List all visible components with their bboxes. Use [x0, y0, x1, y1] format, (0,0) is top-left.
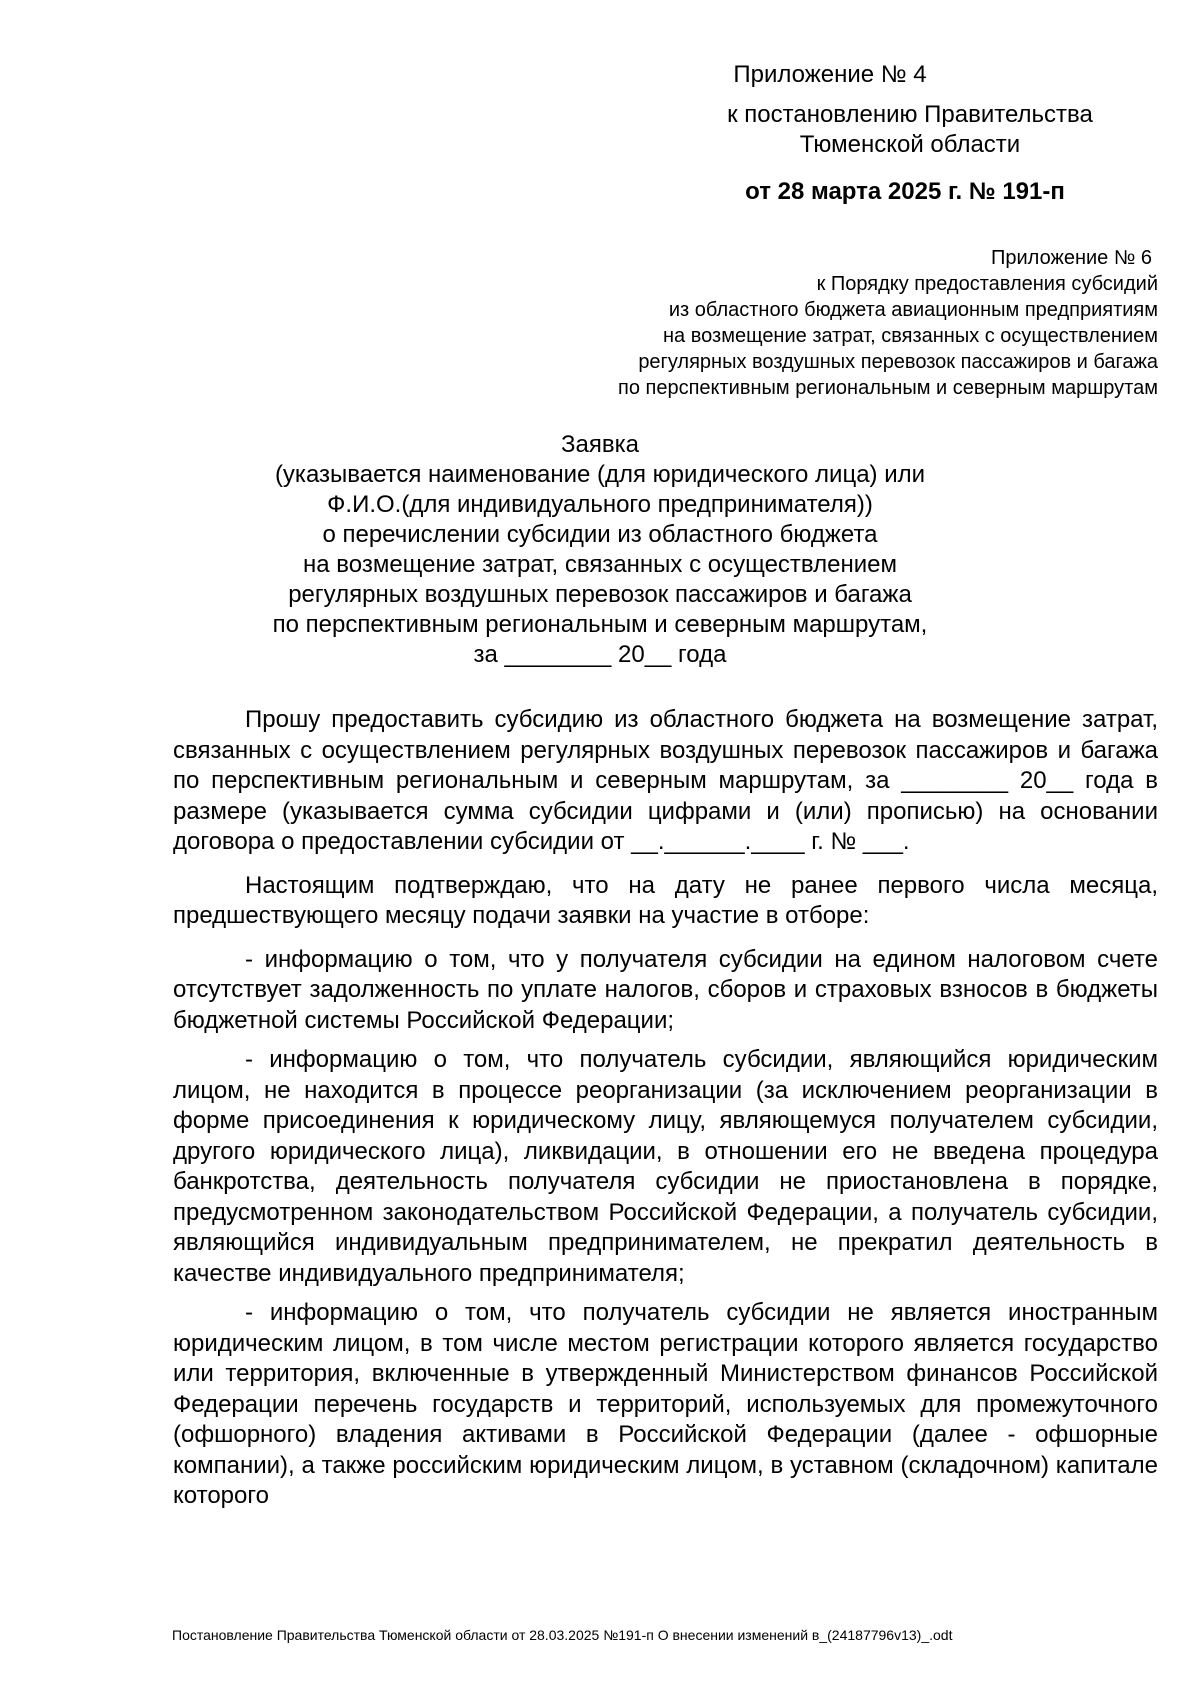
title-line: регулярных воздушных перевозок пассажиров и багажа — [288, 581, 912, 608]
appendix-6-line: Приложение № 6 — [991, 247, 1152, 269]
body-paragraph: Прошу предоставить субсидию из областного бюджета на возмещение затрат, связанных с осуществлением регулярных воздушных перевозок пассажиров и багажа по перспективным региональным и северным маршрутам, за ________ 20__ года в размере (указывается сумма субсидии цифрами и (или) прописью) на основании договора о предоставлении субсидии от __.______.____ г. № ___. — [173, 706, 1158, 855]
title-line: Ф.И.О.(для индивидуального предпринимателя)) — [327, 491, 873, 518]
body-paragraph: - информацию о том, что получатель субсидии, являющийся юридическим лицом, не находится в процессе реорганизации (за исключением реорганизации в форме присоединения к юридическому лицу, являющемуся получателем субсидии, другого юридического лица), ликвидации, в отношении его не введена процедура банкротства, деятельность получателя субсидии не приостановлена в порядке, предусмотренном законодательством Российской Федерации, а получатель субсидии, являющийся индивидуальным предпринимателем, не прекратил деятельность в качестве индивидуального предпринимателя; — [173, 1046, 1158, 1287]
title-line: на возмещение затрат, связанных с осуществлением — [303, 551, 897, 578]
appendix-6-line: из областного бюджета авиационным предприятиям — [668, 299, 1158, 321]
title-line: о перечислении субсидии из областного бюджета — [322, 521, 878, 548]
appendix-4-label: Приложение № 4 — [733, 61, 927, 88]
body-paragraph: - информацию о том, что получатель субсидии не является иностранным юридическим лицом, в том числе местом регистрации которого является государство или территория, включенные в утвержденный Министерством финансов Российской Федерации перечень государств и территорий, используемых для промежуточного (офшорного) владения активами в Российской Федерации (далее - офшорные компании), а также российским юридическим лицом, в уставном (складочном) капитале которого — [173, 1299, 1158, 1509]
appendix-6-line: к Порядку предоставления субсидий — [816, 273, 1158, 295]
body-paragraph: - информацию о том, что у получателя субсидии на едином налоговом счете отсутствует задолженность по уплате налогов, сборов и страховых взносов в бюджеты бюджетной системы Российской Федерации; — [173, 945, 1158, 1034]
application-body — [173, 705, 1158, 1512]
appendix-6-line: по перспективным региональным и северным маршрутам — [618, 377, 1158, 399]
title-line: Заявка — [561, 431, 639, 458]
resolution-date: от 28 марта 2025 г. № 191-п — [745, 178, 1065, 205]
document-footer: Постановление Правительства Тюменской области от 28.03.2025 №191-п О внесении изменений в_(24187796v13)_.odt — [172, 1627, 953, 1643]
application-title — [170, 430, 1030, 670]
appendix-6-line: регулярных воздушных перевозок пассажиров и багажа — [638, 351, 1158, 373]
title-line: (указывается наименование (для юридического лица) или — [274, 461, 926, 488]
title-line: за ________ 20__ года — [473, 641, 727, 668]
body-paragraph: Настоящим подтверждаю, что на дату не ранее первого числа месяца, предшествующего месяцу подачи заявки на участие в отборе: — [173, 871, 1158, 929]
appendix-6-line: на возмещение затрат, связанных с осуществлением — [663, 325, 1158, 347]
resolution-reference: к постановлению Правительства Тюменской области — [727, 101, 1093, 158]
title-line: по перспективным региональным и северным маршрутам, — [272, 611, 928, 638]
appendix-6-block — [470, 245, 1158, 401]
